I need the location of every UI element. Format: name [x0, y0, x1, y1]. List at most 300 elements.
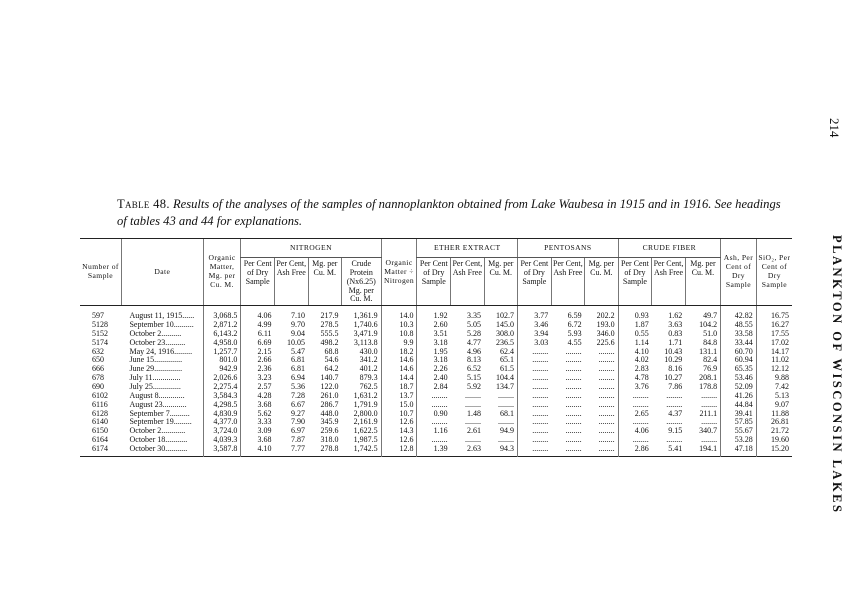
col-ether-mg: Mg. per Cu. M.	[484, 258, 518, 306]
cell-p-dry: 3.46	[518, 321, 552, 330]
cell-e-ash-free: 2.63	[467, 443, 482, 453]
cell-date: July 11..............	[129, 373, 181, 383]
cell-p-mg: ........	[598, 408, 615, 418]
cell-sio2: 26.81	[756, 418, 792, 427]
cell-e-dry: ........	[417, 418, 451, 427]
cell-organic: 6,143.2	[203, 330, 241, 339]
cell-ratio: 14.0	[381, 306, 417, 321]
cell-p-mg: ........	[598, 355, 615, 365]
results-table	[80, 238, 792, 458]
cell-e-mg: 308.0	[496, 328, 515, 338]
cell-ash: 65.35	[721, 365, 757, 374]
cell-date: July 25..............	[129, 381, 181, 391]
cell-p-dry: ........	[518, 410, 552, 419]
cell-e-dry: ........	[417, 436, 451, 445]
cell-f-ash-free: 10.27	[664, 373, 683, 383]
cell-ash: 41.26	[721, 392, 757, 401]
cell-p-dry: ........	[518, 392, 552, 401]
cell-p-ash-free: ........	[565, 417, 582, 427]
cell-e-mg: ........	[498, 435, 515, 445]
cell-sio2: 11.02	[756, 356, 792, 365]
cell-number: 690	[92, 381, 104, 391]
cell-date: May 24, 1916.........	[129, 346, 193, 356]
cell-p-dry: ........	[518, 374, 552, 383]
cell-e-ash-free: 6.52	[467, 364, 482, 374]
cell-crude-protein: 1,622.5	[353, 426, 378, 436]
cell-sio2: 5.13	[756, 392, 792, 401]
cell-f-mg: 208.1	[699, 373, 718, 383]
col-pentosans-mg: Mg. per Cu. M.	[585, 258, 619, 306]
cell-n-ash-free: 7.10	[291, 311, 305, 321]
cell-f-ash-free: ........	[666, 390, 683, 400]
cell-organic: 3,724.0	[203, 427, 241, 436]
cell-n-ash-free: 9.70	[291, 320, 305, 330]
running-head: PLANKTON OF WISCONSIN LAKES	[830, 235, 844, 515]
cell-ratio: 18.2	[381, 348, 417, 357]
cell-p-dry: ........	[518, 445, 552, 456]
cell-f-dry: ........	[618, 401, 652, 410]
cell-n-dry: 6.69	[241, 339, 275, 348]
cell-crude-protein: 3,113.8	[353, 337, 378, 347]
cell-e-dry: 1.16	[417, 427, 451, 436]
cell-e-dry: 3.51	[417, 330, 451, 339]
cell-ratio: 10.8	[381, 330, 417, 339]
cell-e-ash-free: 4.96	[467, 346, 482, 356]
cell-number: 597	[92, 311, 104, 321]
cell-ash: 42.82	[721, 306, 757, 321]
cell-number: 678	[92, 373, 104, 383]
cell-e-mg: ........	[498, 417, 515, 427]
cell-e-dry: 1.39	[417, 445, 451, 456]
cell-organic: 4,377.0	[203, 418, 241, 427]
cell-n-mg: 64.2	[324, 364, 339, 374]
cell-n-dry: 5.62	[241, 410, 275, 419]
cell-ash: 53.28	[721, 436, 757, 445]
col-ether-dry: Per Cent of Dry Sample	[417, 258, 451, 306]
cell-date: September 19.........	[129, 417, 192, 427]
cell-p-ash-free: ........	[565, 381, 582, 391]
cell-date: October 2............	[129, 426, 186, 436]
cell-f-dry: 4.06	[618, 427, 652, 436]
cell-number: 6164	[92, 435, 108, 445]
cell-n-mg: 54.6	[324, 355, 339, 365]
col-date: Date	[121, 239, 203, 306]
cell-f-dry: 4.02	[618, 356, 652, 365]
cell-n-dry: 2.66	[241, 356, 275, 365]
cell-p-dry: 3.03	[518, 339, 552, 348]
cell-organic: 942.9	[203, 365, 241, 374]
col-ash: Ash, Per Cent of Dry Sample	[721, 239, 757, 306]
cell-f-ash-free: ........	[666, 417, 683, 427]
cell-f-ash-free: 10.43	[664, 346, 683, 356]
cell-p-dry: 3.94	[518, 330, 552, 339]
cell-n-mg: 498.2	[320, 337, 339, 347]
cell-n-ash-free: 6.81	[291, 355, 305, 365]
cell-n-ash-free: 5.36	[291, 381, 305, 391]
cell-sio2: 15.20	[756, 445, 792, 456]
cell-ash: 33.58	[721, 330, 757, 339]
cell-n-mg: 217.9	[320, 311, 339, 321]
cell-n-ash-free: 6.81	[291, 364, 305, 374]
cell-f-ash-free: 5.41	[668, 443, 683, 453]
cell-sio2: 7.42	[756, 383, 792, 392]
cell-f-mg: 82.4	[703, 355, 718, 365]
group-nitrogen: NITROGEN	[241, 239, 381, 258]
cell-n-mg: 68.8	[324, 346, 339, 356]
col-ether-ash-free: Per Cent, Ash Free	[451, 258, 484, 306]
cell-organic: 4,958.0	[203, 339, 241, 348]
cell-date: October 2..........	[129, 328, 182, 338]
cell-f-mg: ........	[701, 417, 718, 427]
cell-ratio: 12.8	[381, 445, 417, 456]
cell-p-ash-free: 6.59	[567, 311, 582, 321]
cell-p-mg: ........	[598, 346, 615, 356]
cell-organic: 4,830.9	[203, 410, 241, 419]
cell-sio2: 9.88	[756, 374, 792, 383]
cell-number: 6102	[92, 390, 108, 400]
cell-n-ash-free: 9.04	[291, 328, 305, 338]
cell-p-ash-free: 4.55	[567, 337, 582, 347]
cell-sio2: 19.60	[756, 436, 792, 445]
cell-number: 5152	[92, 328, 108, 338]
cell-f-dry: ........	[618, 418, 652, 427]
cell-crude-protein: 2,161.9	[353, 417, 378, 427]
cell-ash: 48.55	[721, 321, 757, 330]
cell-ash: 52.09	[721, 383, 757, 392]
cell-p-dry: ........	[518, 356, 552, 365]
cell-organic: 4,039.3	[203, 436, 241, 445]
cell-e-mg: 102.7	[496, 311, 515, 321]
cell-f-mg: 340.7	[699, 426, 718, 436]
cell-n-mg: 318.0	[320, 435, 339, 445]
cell-e-ash-free: ........	[465, 417, 482, 427]
cell-p-mg: ........	[598, 426, 615, 436]
cell-n-mg: 259.6	[320, 426, 339, 436]
cell-n-mg: 345.9	[320, 417, 339, 427]
cell-organic: 2,026.6	[203, 374, 241, 383]
cell-f-dry: 4.10	[618, 348, 652, 357]
cell-n-dry: 4.06	[241, 306, 275, 321]
cell-n-dry: 6.11	[241, 330, 275, 339]
cell-n-dry: 2.57	[241, 383, 275, 392]
cell-n-dry: 3.33	[241, 418, 275, 427]
cell-ratio: 14.3	[381, 427, 417, 436]
cell-p-ash-free: 5.93	[567, 328, 582, 338]
cell-f-dry: 3.76	[618, 383, 652, 392]
cell-p-ash-free: ........	[565, 346, 582, 356]
cell-e-dry: 2.26	[417, 365, 451, 374]
cell-p-mg: ........	[598, 373, 615, 383]
cell-p-dry: ........	[518, 427, 552, 436]
cell-n-mg: 448.0	[320, 408, 339, 418]
cell-p-ash-free: ........	[565, 373, 582, 383]
cell-date: June 15..............	[129, 355, 183, 365]
cell-organic: 4,298.5	[203, 401, 241, 410]
cell-p-dry: ........	[518, 348, 552, 357]
cell-e-ash-free: 1.48	[467, 408, 482, 418]
cell-f-mg: ........	[701, 399, 718, 409]
cell-ratio: 13.7	[381, 392, 417, 401]
cell-p-ash-free: 6.72	[567, 320, 582, 330]
cell-n-mg: 278.5	[320, 320, 339, 330]
cell-e-mg: 94.3	[500, 443, 515, 453]
cell-ratio: 12.6	[381, 436, 417, 445]
cell-p-dry: 3.77	[518, 306, 552, 321]
col-pentosans-dry: Per Cent of Dry Sample	[518, 258, 552, 306]
cell-n-dry: 2.36	[241, 365, 275, 374]
cell-e-mg: 94.9	[500, 426, 515, 436]
cell-f-ash-free: 9.15	[668, 426, 683, 436]
cell-f-dry: 0.93	[618, 306, 652, 321]
cell-number: 666	[92, 364, 104, 374]
cell-ratio: 18.7	[381, 383, 417, 392]
cell-n-dry: 4.10	[241, 445, 275, 456]
cell-p-dry: ........	[518, 365, 552, 374]
col-fiber-mg: Mg. per Cu. M.	[685, 258, 720, 306]
cell-n-ash-free: 10.05	[287, 337, 305, 347]
cell-crude-protein: 1,742.5	[353, 443, 378, 453]
col-pentosans-ash-free: Per Cent, Ash Free	[551, 258, 584, 306]
cell-date: September 7..........	[129, 408, 190, 418]
cell-f-dry: 1.87	[618, 321, 652, 330]
cell-e-ash-free: ........	[465, 435, 482, 445]
cell-organic: 801.0	[203, 356, 241, 365]
cell-sio2: 9.07	[756, 401, 792, 410]
cell-e-ash-free: 5.05	[467, 320, 482, 330]
cell-n-dry: 3.68	[241, 401, 275, 410]
cell-e-dry: ........	[417, 392, 451, 401]
cell-p-ash-free: ........	[565, 364, 582, 374]
cell-e-ash-free: ........	[465, 399, 482, 409]
cell-ash: 57.85	[721, 418, 757, 427]
cell-e-ash-free: 5.92	[467, 381, 482, 391]
cell-e-ash-free: 3.35	[467, 311, 482, 321]
col-number: Number of Sample	[80, 239, 121, 306]
cell-number: 5128	[92, 320, 108, 330]
cell-ratio: 12.6	[381, 418, 417, 427]
cell-e-dry: 3.18	[417, 339, 451, 348]
cell-p-mg: ........	[598, 390, 615, 400]
col-nitrogen-dry: Per Cent of Dry Sample	[241, 258, 275, 306]
cell-p-mg: ........	[598, 399, 615, 409]
cell-e-dry: 1.92	[417, 306, 451, 321]
cell-p-mg: 202.2	[596, 311, 615, 321]
cell-f-mg: 84.8	[703, 337, 718, 347]
cell-ratio: 14.6	[381, 356, 417, 365]
cell-e-mg: 62.4	[500, 346, 515, 356]
cell-e-ash-free: 2.61	[467, 426, 482, 436]
table-row	[80, 306, 792, 321]
cell-number: 6140	[92, 417, 108, 427]
cell-f-dry: 1.14	[618, 339, 652, 348]
cell-organic: 3,584.3	[203, 392, 241, 401]
cell-f-mg: 194.1	[699, 443, 718, 453]
cell-e-mg: 145.0	[496, 320, 515, 330]
cell-f-mg: ........	[701, 390, 718, 400]
cell-p-mg: ........	[598, 435, 615, 445]
cell-p-ash-free: ........	[565, 443, 582, 453]
cell-f-ash-free: 0.83	[668, 328, 683, 338]
cell-n-dry: 4.99	[241, 321, 275, 330]
cell-date: June 29..............	[129, 364, 183, 374]
cell-f-dry: ........	[618, 392, 652, 401]
cell-p-ash-free: ........	[565, 390, 582, 400]
cell-sio2: 17.55	[756, 330, 792, 339]
cell-ash: 53.46	[721, 374, 757, 383]
cell-e-dry: 1.95	[417, 348, 451, 357]
cell-ash: 33.44	[721, 339, 757, 348]
cell-date: October 30...........	[129, 443, 188, 453]
cell-f-mg: 51.0	[703, 328, 718, 338]
cell-p-mg: ........	[598, 443, 615, 453]
cell-ash: 60.94	[721, 356, 757, 365]
cell-p-mg: ........	[598, 417, 615, 427]
group-crude-fiber: CRUDE FIBER	[618, 239, 721, 258]
cell-f-dry: ........	[618, 436, 652, 445]
cell-p-dry: ........	[518, 418, 552, 427]
cell-crude-protein: 1,631.2	[353, 390, 378, 400]
cell-e-ash-free: ........	[465, 390, 482, 400]
col-fiber-ash-free: Per Cent, Ash Free	[652, 258, 685, 306]
cell-e-mg: 104.4	[496, 373, 515, 383]
cell-sio2: 21.72	[756, 427, 792, 436]
cell-f-ash-free: 10.29	[664, 355, 683, 365]
cell-p-mg: ........	[598, 364, 615, 374]
cell-sio2: 17.02	[756, 339, 792, 348]
cell-p-ash-free: ........	[565, 355, 582, 365]
cell-n-dry: 3.09	[241, 427, 275, 436]
cell-e-ash-free: 4.77	[467, 337, 482, 347]
cell-f-dry: 0.55	[618, 330, 652, 339]
table-body	[80, 306, 792, 457]
cell-date: August 8.............	[129, 390, 185, 400]
cell-f-ash-free: 1.62	[668, 311, 683, 321]
cell-f-ash-free: 8.16	[668, 364, 683, 374]
cell-n-ash-free: 7.90	[291, 417, 305, 427]
cell-ratio: 9.9	[381, 339, 417, 348]
col-organic: Organic Matter, Mg. per Cu. M.	[203, 239, 241, 306]
col-crude-protein: Crude Protein (Nx6.25) Mg. per Cu. M.	[341, 258, 381, 306]
cell-organic: 1,257.7	[203, 348, 241, 357]
cell-date: August 11, 1915......	[129, 311, 195, 321]
cell-crude-protein: 879.3	[359, 373, 378, 383]
cell-p-ash-free: ........	[565, 408, 582, 418]
cell-n-mg: 555.5	[320, 328, 339, 338]
cell-e-mg: 134.7	[496, 381, 515, 391]
cell-n-ash-free: 7.28	[291, 390, 305, 400]
cell-e-mg: 236.5	[496, 337, 515, 347]
cell-p-ash-free: ........	[565, 399, 582, 409]
cell-p-ash-free: ........	[565, 426, 582, 436]
cell-n-ash-free: 5.47	[291, 346, 305, 356]
cell-crude-protein: 401.2	[359, 364, 378, 374]
cell-crude-protein: 1,740.6	[353, 320, 378, 330]
cell-ash: 39.41	[721, 410, 757, 419]
cell-f-mg: 131.1	[699, 346, 718, 356]
col-ratio: Organic Matter ÷ Nitrogen	[381, 239, 417, 306]
cell-n-ash-free: 7.87	[291, 435, 305, 445]
cell-e-mg: 68.1	[500, 408, 515, 418]
cell-organic: 3,068.5	[203, 306, 241, 321]
cell-sio2: 11.88	[756, 410, 792, 419]
cell-ash: 60.70	[721, 348, 757, 357]
cell-ratio: 14.6	[381, 365, 417, 374]
cell-number: 632	[92, 346, 104, 356]
cell-n-dry: 4.28	[241, 392, 275, 401]
cell-n-mg: 278.8	[320, 443, 339, 453]
cell-e-mg: ........	[498, 390, 515, 400]
cell-ratio: 10.3	[381, 321, 417, 330]
cell-ash: 44.84	[721, 401, 757, 410]
cell-n-mg: 122.0	[320, 381, 339, 391]
cell-crude-protein: 1,791.9	[353, 399, 378, 409]
cell-e-ash-free: 5.28	[467, 328, 482, 338]
cell-f-ash-free: 4.37	[668, 408, 683, 418]
cell-date: August 23............	[129, 399, 187, 409]
col-sio2: SiO₂, Per Cent of Dry Sample	[756, 239, 792, 306]
cell-p-mg: 225.6	[596, 337, 615, 347]
cell-sio2: 12.12	[756, 365, 792, 374]
cell-number: 5174	[92, 337, 108, 347]
cell-e-dry: ........	[417, 401, 451, 410]
cell-n-mg: 286.7	[320, 399, 339, 409]
table-row	[80, 445, 792, 456]
table-caption	[117, 196, 789, 230]
cell-crude-protein: 430.0	[359, 346, 378, 356]
cell-crude-protein: 1,361.9	[353, 311, 378, 321]
cell-f-dry: 4.78	[618, 374, 652, 383]
cell-e-dry: 0.90	[417, 410, 451, 419]
cell-n-ash-free: 9.27	[291, 408, 305, 418]
cell-f-dry: 2.65	[618, 410, 652, 419]
cell-e-dry: 3.18	[417, 356, 451, 365]
cell-n-ash-free: 7.77	[291, 443, 305, 453]
cell-e-ash-free: 5.15	[467, 373, 482, 383]
cell-sio2: 16.27	[756, 321, 792, 330]
page-number: 214	[827, 118, 842, 138]
cell-f-dry: 2.83	[618, 365, 652, 374]
cell-crude-protein: 3,471.9	[353, 328, 378, 338]
cell-f-mg: 211.1	[699, 408, 718, 418]
cell-p-mg: 346.0	[596, 328, 615, 338]
cell-e-mg: 65.1	[500, 355, 515, 365]
cell-organic: 2,871.2	[203, 321, 241, 330]
cell-date: October 18...........	[129, 435, 188, 445]
cell-n-dry: 3.23	[241, 374, 275, 383]
cell-e-mg: ........	[498, 399, 515, 409]
cell-f-mg: 104.2	[699, 320, 718, 330]
cell-e-dry: 2.40	[417, 374, 451, 383]
cell-ash: 55.67	[721, 427, 757, 436]
cell-organic: 2,275.4	[203, 383, 241, 392]
group-ether-extract: ETHER EXTRACT	[417, 239, 518, 258]
cell-number: 6150	[92, 426, 108, 436]
cell-p-dry: ........	[518, 436, 552, 445]
cell-number: 650	[92, 355, 104, 365]
cell-f-mg: 76.9	[703, 364, 718, 374]
cell-p-dry: ........	[518, 401, 552, 410]
cell-crude-protein: 341.2	[359, 355, 378, 365]
cell-p-ash-free: ........	[565, 435, 582, 445]
col-nitrogen-ash-free: Per Cent, Ash Free	[275, 258, 308, 306]
cell-p-dry: ........	[518, 383, 552, 392]
cell-crude-protein: 762.5	[359, 381, 378, 391]
cell-f-ash-free: 3.63	[668, 320, 683, 330]
cell-e-dry: 2.84	[417, 383, 451, 392]
table-label: Table 48.	[117, 197, 170, 211]
cell-ash: 47.18	[721, 445, 757, 456]
cell-n-mg: 261.0	[320, 390, 339, 400]
